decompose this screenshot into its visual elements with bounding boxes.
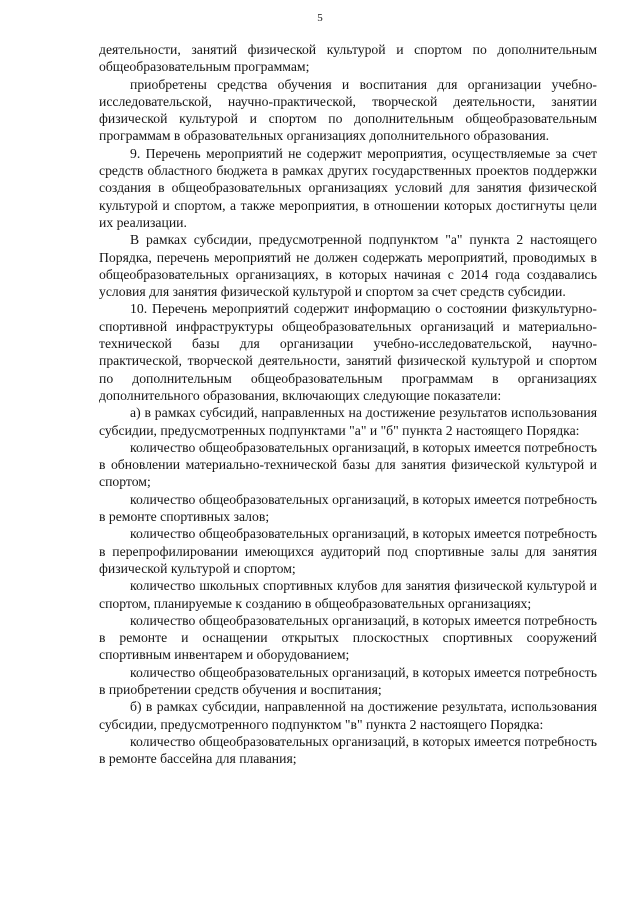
paragraph-item-9: 9. Перечень мероприятий не содержит мероприятия, осуществляемые за счет средств областного бюджета в рамках других государственных проектов поддержки создания в общеобразовательных организациях условий для занятия физической культурой и спортом, а также мероприятия, в отношении которых достигнуты цели их реализации. (99, 145, 597, 230)
paragraph-indicator-teaching-aids: количество общеобразовательных организаций, в которых имеется потребность в приобретении средств обучения и воспитания; (99, 664, 597, 697)
paragraph-subitem-b: б) в рамках субсидии, направленной на достижение результата, использования субсидии, предусмотренного подпунктом "в" пункта 2 настоящего Порядка: (99, 699, 597, 732)
paragraph-indicator-gym-repair: количество общеобразовательных организаций, в которых имеется потребность в ремонте спортивных залов; (99, 491, 597, 525)
paragraph-subitem-a: а) в рамках субсидий, направленных на достижение результатов использования субсидии, предусмотренных подпунктами "а" и "б" пункта 2 настоящего Порядка: (99, 405, 597, 438)
paragraph-indicator-material-base: количество общеобразовательных организаций, в которых имеется потребность в обновлении материально-технической базы для занятия физической культурой и спортом; (99, 439, 597, 490)
paragraph-indicator-room-conversion: количество общеобразовательных организаций, в которых имеется потребность в перепрофилировании имеющихся аудиторий под спортивные залы для занятия физической культурой и спортом; (99, 526, 597, 576)
paragraph-indicator-pool-repair: количество общеобразовательных организаций, в которых имеется потребность в ремонте бассейна для плавания; (99, 733, 597, 767)
paragraph-indicator-outdoor-facilities: количество общеобразовательных организаций, в которых имеется потребность в ремонте и оснащении открытых плоскостных спортивных сооружений спортивным инвентарем и оборудованием; (99, 612, 597, 663)
paragraph-item-10: 10. Перечень мероприятий содержит информацию о состоянии физкультурно-спортивной инфраструктуры общеобразовательных организаций и материально-технической базы для организации учебно-исследовательской, научно- практической, творческой деятельности, занятий физической культурой и спортом по дополнительным общеобразовательным программам в организациях дополнительного образования, включающих следующие показатели: (99, 301, 597, 403)
paragraph-equipment-acquired: приобретены средства обучения и воспитания для организации учебно-исследовательской, научно-практической, творческой деятельности, занятии физической культурой и спортом по дополнительным общеобразовательным программам в образовательных организациях дополнительного образования. (99, 76, 597, 144)
document-body (99, 41, 597, 767)
paragraph-continuation: деятельности, занятий физической культурой и спортом по дополнительным общеобразовательным программам; (99, 42, 597, 75)
paragraph-subsidy-a: В рамках субсидии, предусмотренной подпунктом "а" пункта 2 настоящего Порядка, перечень мероприятий не должен содержать мероприятий, проводимых в общеобразовательных организациях, в которых начиная с 2014 года создавались условия для занятия физической культурой и спортом за счет средств субсидии. (99, 232, 597, 300)
paragraph-indicator-school-clubs: количество школьных спортивных клубов для занятия физической культурой и спортом, планируемые к созданию в общеобразовательных организациях; (99, 578, 597, 611)
page-number: 5 (317, 12, 323, 24)
